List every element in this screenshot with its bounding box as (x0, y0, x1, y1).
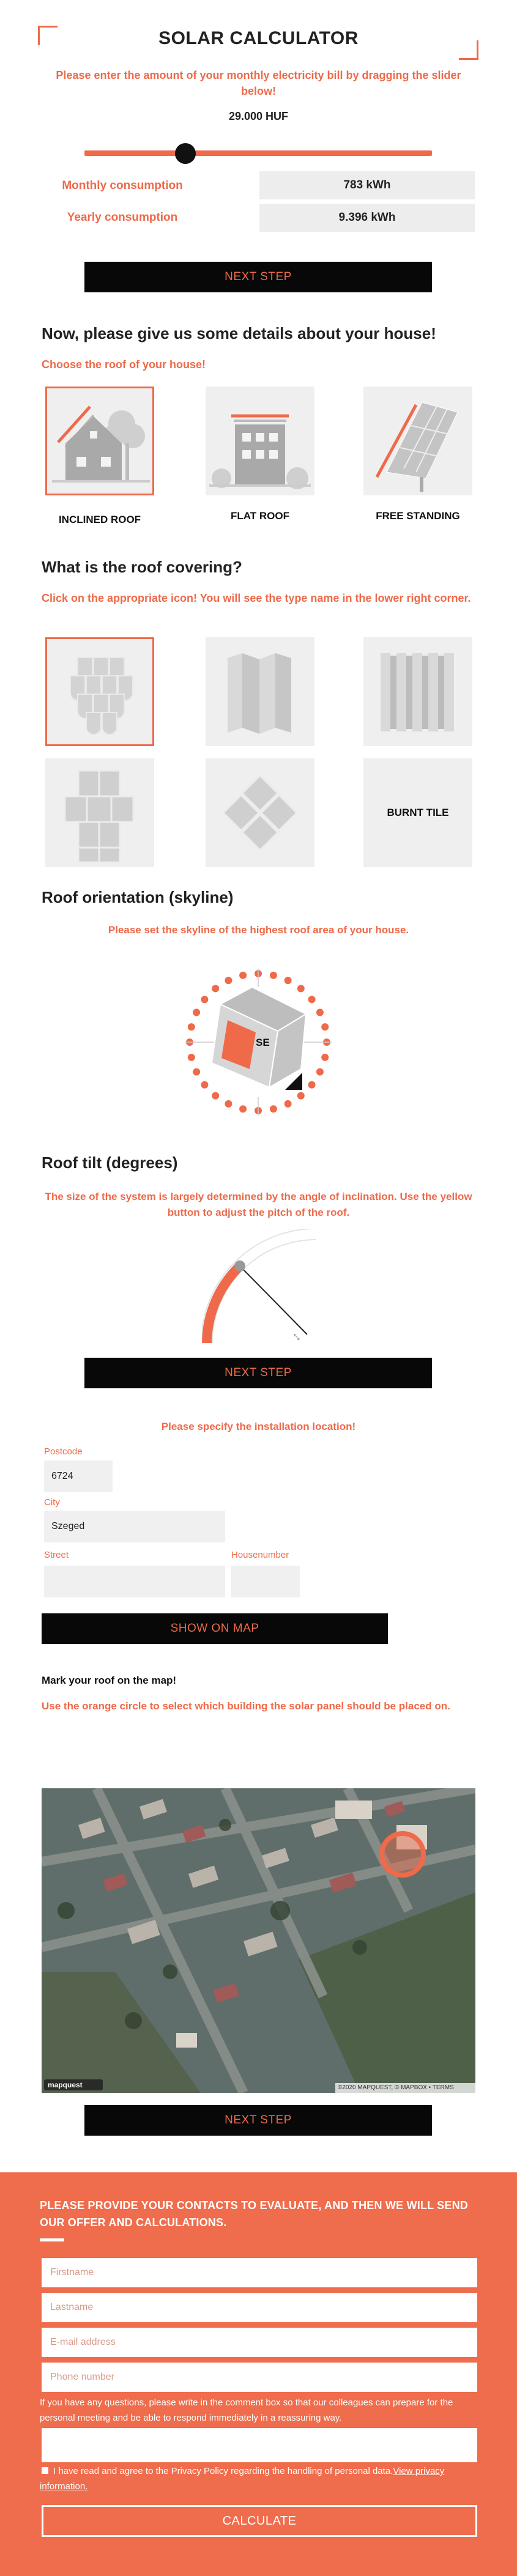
corrugated-sheet-icon (206, 637, 314, 746)
contact-form-title: PLEASE PROVIDE YOUR CONTACTS TO EVALUATE, AND THEN WE WILL SEND OUR OFFER AND CALCULATIONS. (40, 2199, 468, 2229)
bill-amount: 29.000 HUF (228, 110, 289, 122)
covering-option-trapezoid[interactable] (363, 637, 472, 746)
bill-instruction: Please enter the amount of your monthly electricity bill by dragging the slider below! (56, 69, 461, 97)
comment-note: If you have any questions, please write in the comment box so that our colleagues can prepare for the personal meeting and be able to respond immediately in a reassuring way. (40, 2397, 453, 2423)
beaver-tail-tile-icon (47, 639, 152, 744)
bill-slider-track[interactable] (84, 150, 432, 156)
compass-direction-dot[interactable] (285, 1100, 292, 1108)
compass-direction-dot[interactable] (201, 1081, 208, 1089)
email-input[interactable] (42, 2328, 477, 2357)
privacy-text: I have read and agree to the Privacy Policy regarding the handling of personal data. (53, 2466, 393, 2476)
compass-direction-dot[interactable] (308, 1081, 316, 1089)
tilt-handle[interactable] (234, 1260, 245, 1271)
contact-form-section (0, 2172, 517, 2576)
compass-direction-dot[interactable] (225, 1100, 232, 1108)
city-input[interactable] (44, 1511, 225, 1542)
roof-option-inclined-label: INCLINED ROOF (58, 514, 141, 525)
covering-type-name-box: BURNT TILE (363, 758, 472, 867)
next-step-button-3[interactable]: NEXT STEP (84, 2105, 432, 2136)
covering-option-diamond[interactable] (206, 758, 314, 867)
roof-tilt-prompt: The size of the system is largely determined by the angle of inclination. Use the yellow button to adjust the pitch of the roof. (45, 1191, 472, 1218)
firstname-input[interactable] (42, 2258, 477, 2287)
roof-option-flat[interactable] (206, 387, 314, 495)
comment-textarea[interactable] (42, 2428, 477, 2462)
roof-tilt-dial[interactable] (202, 1229, 318, 1345)
compass-direction-dot[interactable] (270, 972, 277, 979)
compass-direction-dot[interactable] (308, 996, 316, 1003)
covering-option-slate[interactable] (45, 758, 154, 867)
flat-roof-icon (206, 387, 314, 495)
city-label: City (44, 1497, 60, 1508)
map-prompt: Use the orange circle to select which building the solar panel should be placed on. (42, 1700, 450, 1712)
compass-direction-dot[interactable] (285, 977, 292, 984)
compass-direction-dot[interactable] (270, 1105, 277, 1112)
monthly-consumption-label: Monthly consumption (62, 179, 183, 192)
compass-direction-dot[interactable] (201, 996, 208, 1003)
map-attribution[interactable]: ©2020 MAPQUEST, © MAPBOX • TERMS (338, 2084, 454, 2091)
slate-tile-icon (45, 758, 154, 867)
privacy-link[interactable]: View privacy information. (40, 2466, 445, 2492)
roof-type-prompt: Choose the roof of your house! (42, 358, 206, 371)
monthly-consumption-value: 783 kWh (259, 171, 475, 199)
compass-direction-dot[interactable] (193, 1009, 200, 1016)
map-imagery (42, 1788, 475, 2093)
trapezoid-sheet-icon (363, 637, 472, 746)
roof-selector-circle[interactable] (382, 1834, 423, 1875)
aerial-map[interactable] (42, 1788, 475, 2093)
lastname-input[interactable] (42, 2293, 477, 2322)
postcode-label: Postcode (44, 1446, 83, 1457)
next-step-button-1[interactable]: NEXT STEP (84, 262, 432, 292)
roof-option-flat-label: FLAT ROOF (231, 510, 289, 522)
roof-covering-heading: What is the roof covering? (42, 558, 242, 576)
roof-orientation-prompt: Please set the skyline of the highest roof area of your house. (108, 924, 409, 936)
privacy-consent (40, 2463, 480, 2494)
yearly-consumption-value: 9.396 kWh (259, 204, 475, 232)
compass-direction-dot[interactable] (193, 1068, 200, 1076)
compass-direction-dot[interactable] (321, 1054, 329, 1061)
calculate-button[interactable]: CALCULATE (42, 2505, 477, 2537)
map-logo: mapquest (48, 2081, 83, 2089)
tilt-indicator-line (240, 1266, 307, 1334)
compass-direction-dot[interactable] (239, 972, 247, 979)
phone-input[interactable] (42, 2363, 477, 2392)
compass-direction-dot[interactable] (188, 1023, 195, 1031)
roof-option-inclined[interactable] (45, 387, 154, 495)
housenumber-label: Housenumber (231, 1550, 289, 1560)
bill-slider-thumb[interactable] (175, 143, 196, 164)
diamond-tile-icon (206, 758, 314, 867)
compass-direction-dot[interactable] (316, 1009, 324, 1016)
tilt-indicator-arrow-icon: ⤡ (294, 1333, 300, 1341)
compass-direction-dot[interactable] (316, 1068, 324, 1076)
compass-direction-dot[interactable] (188, 1054, 195, 1061)
compass-direction-dot[interactable] (225, 977, 232, 984)
street-input[interactable] (44, 1566, 225, 1597)
compass-direction-dot[interactable] (212, 1092, 219, 1100)
location-prompt: Please specify the installation location! (161, 1421, 356, 1432)
roof-orientation-heading: Roof orientation (skyline) (42, 888, 234, 906)
orientation-value: SE (256, 1037, 270, 1048)
compass-direction-dot[interactable] (297, 985, 305, 992)
free-standing-icon (363, 387, 472, 495)
compass-direction-dot[interactable] (297, 1092, 305, 1100)
roof-tilt-heading: Roof tilt (degrees) (42, 1153, 178, 1172)
show-on-map-button[interactable]: SHOW ON MAP (42, 1613, 388, 1644)
compass-direction-dot[interactable] (212, 985, 219, 992)
orientation-compass[interactable] (160, 944, 356, 1140)
next-step-button-2[interactable]: NEXT STEP (84, 1358, 432, 1388)
inclined-roof-icon (47, 388, 152, 494)
map-heading: Mark your roof on the map! (42, 1675, 177, 1686)
roof-covering-prompt: Click on the appropriate icon! You will see the type name in the lower right corner. (42, 592, 471, 604)
covering-option-corrugated[interactable] (206, 637, 314, 746)
page-title: SOLAR CALCULATOR (158, 28, 359, 48)
roof-option-free-standing-label: FREE STANDING (376, 510, 460, 522)
yearly-consumption-label: Yearly consumption (67, 211, 178, 224)
covering-option-beaver-tail[interactable] (45, 637, 154, 746)
roof-option-free-standing[interactable] (363, 387, 472, 495)
street-label: Street (44, 1550, 69, 1560)
title-underline (40, 2238, 64, 2241)
housenumber-input[interactable] (231, 1566, 300, 1597)
house-details-heading: Now, please give us some details about your house! (42, 324, 436, 342)
compass-direction-dot[interactable] (239, 1105, 247, 1112)
compass-direction-dot[interactable] (321, 1023, 329, 1031)
postcode-input[interactable] (44, 1460, 113, 1492)
